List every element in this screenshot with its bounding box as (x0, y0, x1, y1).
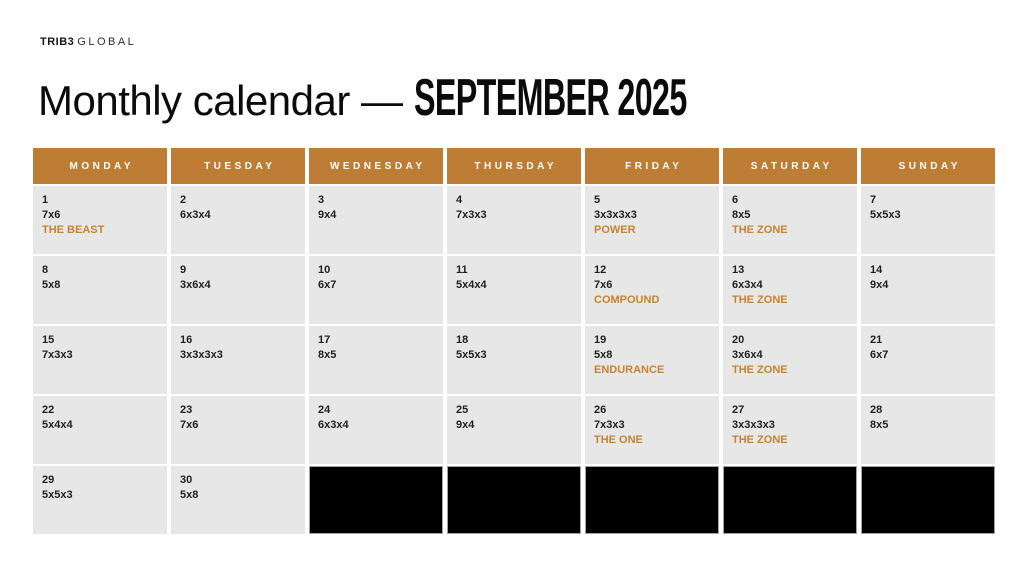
brand-logo (40, 36, 136, 48)
workout-label: THE ZONE (732, 434, 788, 446)
day-number: 17 (318, 334, 331, 346)
day-cell (171, 186, 305, 254)
day-cell (33, 186, 167, 254)
empty-day-cell (585, 466, 719, 534)
workout-code: 5x4x4 (42, 419, 73, 431)
day-cell (585, 326, 719, 394)
page-title (38, 69, 853, 127)
day-cell (585, 396, 719, 464)
day-cell (447, 256, 581, 324)
workout-code: 3x3x3x3 (180, 349, 223, 361)
day-cell (723, 396, 857, 464)
day-cell (585, 186, 719, 254)
day-number: 4 (456, 194, 463, 206)
day-cell (723, 326, 857, 394)
workout-code: 8x5 (732, 209, 751, 221)
day-number: 11 (456, 264, 468, 276)
day-number: 9 (180, 264, 187, 276)
workout-label: ENDURANCE (594, 364, 665, 376)
workout-code: 7x3x3 (456, 209, 487, 221)
workout-code: 5x8 (42, 279, 61, 291)
day-cell (447, 186, 581, 254)
day-number: 19 (594, 334, 607, 346)
day-cell (171, 466, 305, 534)
day-cell (861, 256, 995, 324)
day-number: 24 (318, 404, 331, 416)
workout-code: 5x5x3 (42, 489, 73, 501)
workout-code: 6x3x4 (318, 419, 349, 431)
brand-suffix: GLOBAL (77, 36, 137, 48)
day-number: 25 (456, 404, 469, 416)
workout-code: 6x7 (318, 279, 337, 291)
brand-name: TRIB3 (40, 36, 75, 48)
calendar-grid (33, 148, 995, 534)
workout-code: 8x5 (870, 419, 889, 431)
empty-day-cell (861, 466, 995, 534)
day-number: 14 (870, 264, 883, 276)
workout-label: THE BEAST (42, 224, 105, 236)
weekday-header: SATURDAY (723, 148, 857, 184)
weekday-header: THURSDAY (447, 148, 581, 184)
workout-label: COMPOUND (594, 294, 660, 306)
day-cell (33, 396, 167, 464)
day-number: 1 (42, 194, 49, 206)
empty-day-cell (447, 466, 581, 534)
day-cell (309, 396, 443, 464)
day-number: 16 (180, 334, 193, 346)
workout-code: 3x3x3x3 (594, 209, 637, 221)
day-cell (447, 326, 581, 394)
workout-label: THE ZONE (732, 294, 788, 306)
workout-code: 6x3x4 (732, 279, 763, 291)
day-number: 28 (870, 404, 883, 416)
weekday-header: TUESDAY (171, 148, 305, 184)
day-number: 30 (180, 474, 193, 486)
workout-code: 7x3x3 (42, 349, 73, 361)
day-cell (309, 186, 443, 254)
empty-day-cell (723, 466, 857, 534)
workout-label: THE ONE (594, 434, 643, 446)
workout-code: 3x6x4 (180, 279, 211, 291)
day-cell (861, 326, 995, 394)
day-number: 29 (42, 474, 55, 486)
day-number: 12 (594, 264, 607, 276)
weekday-header: FRIDAY (585, 148, 719, 184)
workout-label: THE ZONE (732, 224, 788, 236)
workout-code: 9x4 (456, 419, 475, 431)
day-cell (447, 396, 581, 464)
workout-code: 9x4 (870, 279, 889, 291)
day-number: 27 (732, 404, 745, 416)
day-cell (861, 396, 995, 464)
day-number: 15 (42, 334, 55, 346)
day-cell (33, 326, 167, 394)
empty-day-cell (309, 466, 443, 534)
day-cell (171, 396, 305, 464)
day-cell (171, 256, 305, 324)
day-number: 5 (594, 194, 601, 206)
day-cell (33, 256, 167, 324)
day-number: 26 (594, 404, 607, 416)
day-cell (723, 256, 857, 324)
weekday-header: SUNDAY (861, 148, 995, 184)
day-cell (723, 186, 857, 254)
day-cell (861, 186, 995, 254)
day-number: 22 (42, 404, 55, 416)
day-cell (309, 256, 443, 324)
day-number: 18 (456, 334, 469, 346)
title-prefix: Monthly calendar — (38, 77, 414, 124)
workout-code: 5x8 (594, 349, 613, 361)
workout-code: 5x8 (180, 489, 199, 501)
day-cell (585, 256, 719, 324)
workout-code: 3x3x3x3 (732, 419, 775, 431)
workout-code: 7x6 (42, 209, 61, 221)
day-number: 2 (180, 194, 187, 206)
day-cell (171, 326, 305, 394)
workout-code: 3x6x4 (732, 349, 763, 361)
weekday-header: MONDAY (33, 148, 167, 184)
day-number: 7 (870, 194, 877, 206)
workout-label: THE ZONE (732, 364, 788, 376)
workout-code: 5x5x3 (456, 349, 487, 361)
day-number: 21 (870, 334, 883, 346)
day-number: 20 (732, 334, 745, 346)
day-number: 10 (318, 264, 331, 276)
day-number: 23 (180, 404, 193, 416)
workout-code: 9x4 (318, 209, 337, 221)
workout-code: 5x4x4 (456, 279, 487, 291)
workout-code: 8x5 (318, 349, 337, 361)
day-cell (33, 466, 167, 534)
title-month: SEPTEMBER 2025 (413, 69, 687, 127)
day-number: 3 (318, 194, 325, 206)
day-number: 8 (42, 264, 49, 276)
weekday-header: WEDNESDAY (309, 148, 443, 184)
day-number: 13 (732, 264, 745, 276)
workout-code: 7x6 (180, 419, 199, 431)
workout-label: POWER (594, 224, 636, 236)
workout-code: 7x3x3 (594, 419, 625, 431)
workout-code: 6x7 (870, 349, 889, 361)
day-cell (309, 326, 443, 394)
day-number: 6 (732, 194, 739, 206)
workout-code: 5x5x3 (870, 209, 901, 221)
workout-code: 7x6 (594, 279, 613, 291)
workout-code: 6x3x4 (180, 209, 211, 221)
